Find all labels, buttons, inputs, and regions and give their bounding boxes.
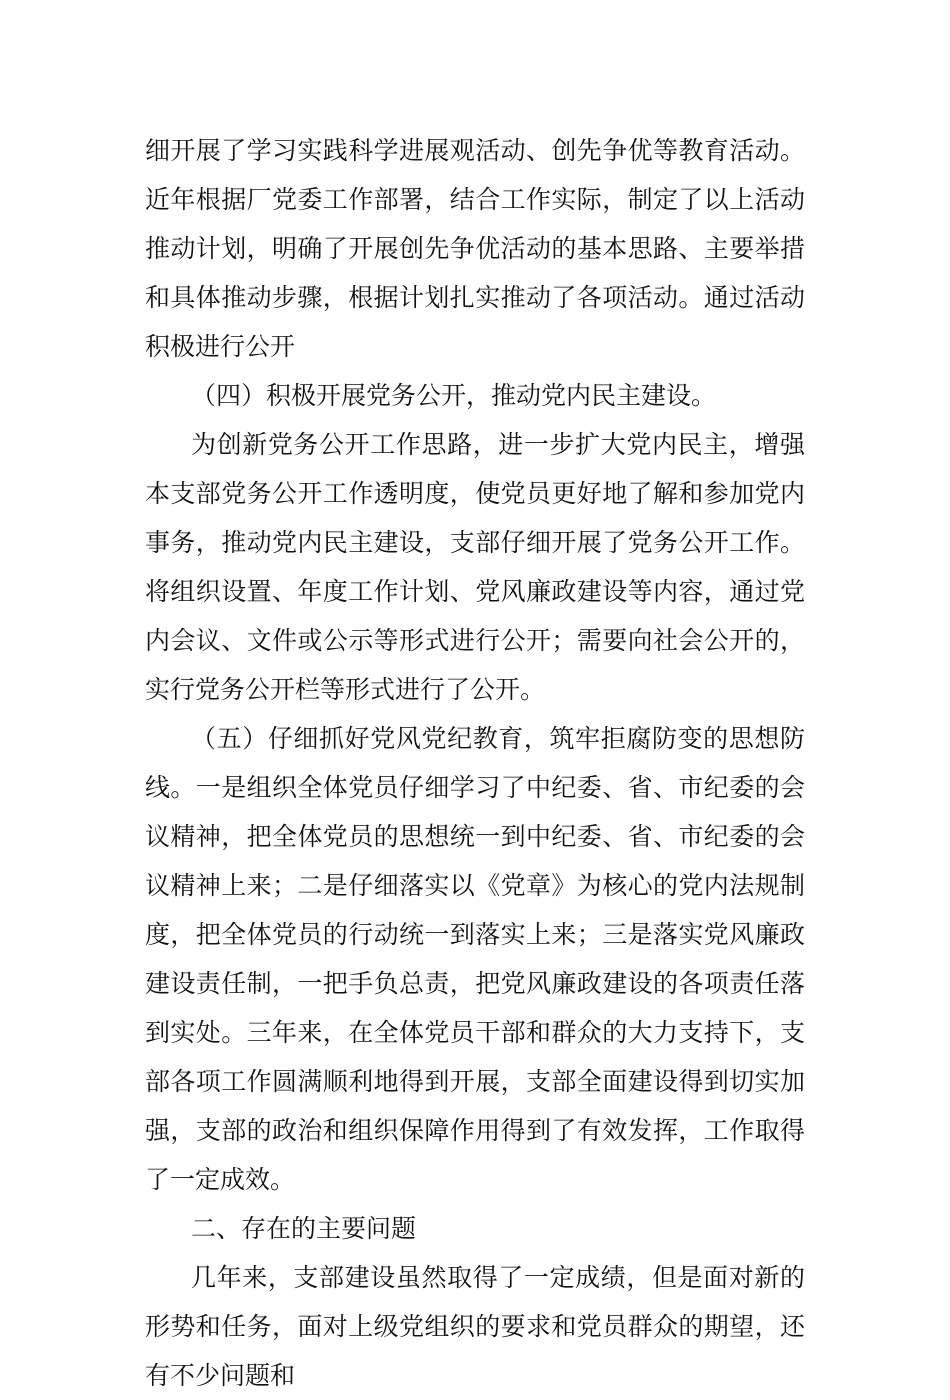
section-heading-five-paragraph: （五）仔细抓好党风党纪教育，筑牢拒腐防变的思想防线。一是组织全体党员仔细学习了中纪委、省、市纪委的会议精神，把全体党员的思想统一到中纪委、省、市纪委的会议精神上来；二是仔细落实以《党章》为核心的党内法规制度，把全体党员的行动统一到落实上来；三是落实党风廉政建设责任制，一把手负总责，把党风廉政建设的各项责任落到实处。三年来，在全体党员干部和群众的大力支持下，支部各项工作圆满顺利地得到开展，支部全面建设得到切实加强，支部的政治和组织保障作用得到了有效发挥，工作取得了一定成效。	[145, 724, 805, 1194]
paragraph-problems: 几年来，支部建设虽然取得了一定成绩，但是面对新的形势和任务，面对上级党组织的要求和党员群众的期望，还有不少问题和	[145, 1263, 805, 1390]
section-heading-four: （四）积极开展党务公开，推动党内民主建设。	[191, 381, 717, 410]
section-heading-main-problems: 二、存在的主要问题	[191, 1214, 417, 1243]
document-body	[145, 126, 805, 1400]
paragraph-continuation: 细开展了学习实践科学进展观活动、创先争优等教育活动。近年根据厂党委工作部署，结合工作实际，制定了以上活动推动计划，明确了开展创先争优活动的基本思路、主要举措和具体推动步骤，根据计划扎实推动了各项活动。通过活动积极进行公开	[145, 136, 805, 361]
paragraph-party-affairs: 为创新党务公开工作思路，进一步扩大党内民主，增强本支部党务公开工作透明度，使党员更好地了解和参加党内事务，推动党内民主建设，支部仔细开展了党务公开工作。将组织设置、年度工作计划、党风廉政建设等内容，通过党内会议、文件或公示等形式进行公开；需要向社会公开的，实行党务公开栏等形式进行了公开。	[145, 430, 805, 704]
